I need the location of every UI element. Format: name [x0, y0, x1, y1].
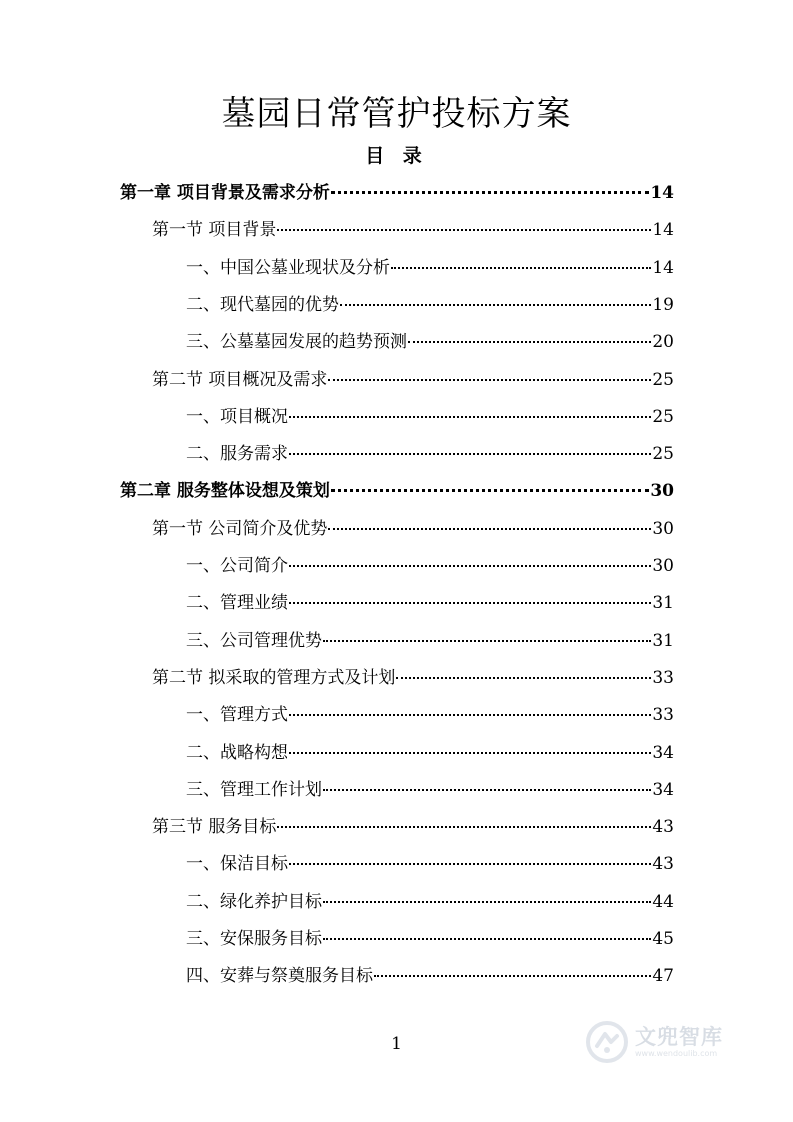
toc-entry[interactable]	[186, 554, 674, 578]
toc-entry-page: 25	[652, 444, 674, 464]
toc-entry-page: 30	[652, 519, 674, 539]
toc-entry-label: 二、管理业绩	[186, 593, 288, 613]
toc-entry-label: 二、现代墓园的优势	[186, 295, 339, 315]
toc-entry-page: 44	[652, 892, 674, 912]
toc-entry-page: 31	[652, 593, 674, 613]
toc-entry[interactable]	[186, 293, 674, 317]
toc-entry[interactable]	[186, 927, 674, 951]
watermark-text	[635, 1025, 723, 1059]
toc-entry[interactable]	[186, 442, 674, 466]
toc-leader-dots	[328, 528, 651, 530]
toc-entry[interactable]	[120, 479, 674, 503]
toc-entry[interactable]	[152, 815, 674, 839]
toc-entry[interactable]	[152, 368, 674, 392]
toc-entry-page: 25	[652, 370, 674, 390]
toc-leader-dots	[277, 229, 651, 231]
toc-entry[interactable]	[186, 890, 674, 914]
toc-entry[interactable]	[186, 591, 674, 615]
toc-entry-page: 30	[652, 556, 674, 576]
toc-entry-label: 第二节 项目概况及需求	[152, 370, 328, 390]
toc-entry[interactable]	[186, 629, 674, 653]
toc-entry-page: 14	[652, 220, 674, 240]
toc-entry[interactable]	[186, 778, 674, 802]
toc-entry[interactable]	[186, 256, 674, 280]
toc-entry[interactable]	[186, 703, 674, 727]
toc-entry-label: 第一节 公司简介及优势	[152, 519, 328, 539]
toc-leader-dots	[374, 975, 651, 977]
document-title: 墓园日常管护投标方案	[221, 94, 572, 134]
toc-leader-dots	[323, 938, 651, 940]
page-number: 1	[391, 1034, 402, 1054]
toc-entry[interactable]	[152, 218, 674, 242]
toc-entry-label: 第二章 服务整体设想及策划	[120, 481, 330, 501]
toc-leader-dots	[396, 677, 651, 679]
toc-leader-dots	[323, 901, 651, 903]
toc-entry-page: 19	[652, 295, 674, 315]
toc-entry-page: 25	[652, 407, 674, 427]
toc-entry-page: 34	[652, 743, 674, 763]
toc-entry-label: 三、公司管理优势	[186, 631, 322, 651]
toc-entry[interactable]	[186, 405, 674, 429]
toc-leader-dots	[391, 267, 651, 269]
toc-entry-page: 43	[652, 854, 674, 874]
toc-entry-label: 第一章 项目背景及需求分析	[120, 183, 330, 203]
toc-entry-page: 14	[650, 183, 674, 203]
toc-entry-label: 第二节 拟采取的管理方式及计划	[152, 668, 396, 688]
toc-entry-page: 31	[652, 631, 674, 651]
toc-entry[interactable]	[186, 330, 674, 354]
toc-leader-dots	[328, 379, 651, 381]
watermark-url: www.wendoulib.com	[635, 1049, 718, 1058]
toc-entry-label: 三、安保服务目标	[186, 929, 322, 949]
toc-entry[interactable]	[186, 964, 674, 988]
toc-leader-dots	[289, 416, 651, 418]
toc-leader-dots	[323, 789, 651, 791]
toc-entry[interactable]	[152, 666, 674, 690]
toc-entry-label: 二、服务需求	[186, 444, 288, 464]
toc-entry-label: 四、安葬与祭奠服务目标	[186, 966, 373, 986]
toc-leader-dots	[331, 489, 649, 492]
toc-entry[interactable]	[152, 517, 674, 541]
toc-entry-page: 33	[652, 705, 674, 725]
toc-entry-page: 20	[652, 332, 674, 352]
toc-entry-label: 一、公司简介	[186, 556, 288, 576]
toc-entry-label: 二、战略构想	[186, 743, 288, 763]
toc-entry-label: 一、项目概况	[186, 407, 288, 427]
toc-leader-dots	[408, 341, 651, 343]
toc-entry[interactable]	[186, 852, 674, 876]
toc-entry-label: 一、保洁目标	[186, 854, 288, 874]
toc-leader-dots	[289, 602, 651, 604]
toc-entry-page: 33	[652, 668, 674, 688]
toc-entry-label: 一、管理方式	[186, 705, 288, 725]
watermark	[585, 1012, 765, 1072]
toc-leader-dots	[323, 640, 651, 642]
toc-entry-label: 第一节 项目背景	[152, 220, 277, 240]
toc-entry[interactable]	[186, 741, 674, 765]
toc-leader-dots	[289, 752, 651, 754]
toc-entry-label: 三、管理工作计划	[186, 780, 322, 800]
wendou-logo-icon	[585, 1020, 629, 1064]
toc-entry-page: 14	[652, 258, 674, 278]
toc-entry-page: 47	[652, 966, 674, 986]
toc-entry-label: 三、公墓墓园发展的趋势预测	[186, 332, 407, 352]
toc-leader-dots	[331, 191, 649, 194]
toc-leader-dots	[277, 826, 651, 828]
toc-leader-dots	[289, 714, 651, 716]
toc-leader-dots	[340, 304, 651, 306]
toc-entry-page: 43	[652, 817, 674, 837]
watermark-name: 文兜智库	[635, 1025, 723, 1049]
toc-heading: 目 录	[365, 145, 428, 167]
toc-entry-label: 第三节 服务目标	[152, 817, 277, 837]
toc-entry[interactable]	[120, 181, 674, 205]
toc-entry-page: 45	[652, 929, 674, 949]
toc-entry-label: 一、中国公墓业现状及分析	[186, 258, 390, 278]
toc-leader-dots	[289, 453, 651, 455]
toc-entry-page: 30	[650, 481, 674, 501]
toc-leader-dots	[289, 565, 651, 567]
toc-entry-page: 34	[652, 780, 674, 800]
toc-leader-dots	[289, 863, 651, 865]
toc-entry-label: 二、绿化养护目标	[186, 892, 322, 912]
